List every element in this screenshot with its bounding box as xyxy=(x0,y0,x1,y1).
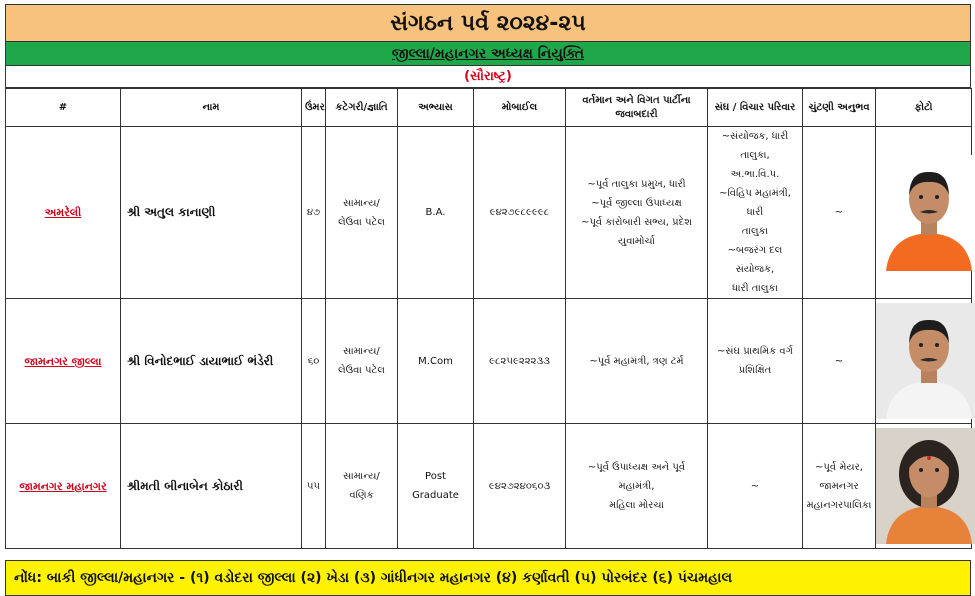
party-roles-cell xyxy=(566,424,708,549)
election-line: ~ xyxy=(834,207,844,218)
page-title: સંગઠન પર્વ ૨૦૨૪-૨૫ xyxy=(5,4,971,42)
column-header: નામ xyxy=(121,89,302,127)
party-roles-cell xyxy=(566,127,708,299)
footnote: નોંધ: બાકી જીલ્લા/મહાનગર - (૧) વડોદરા જીલ્લા (૨) ખેડા (૩) ગાંધીનગર મહાનગર (૪) કર્ણાવતી (૫) પોરબંદર (૬) પંચમહાલ xyxy=(5,560,971,596)
table-row xyxy=(6,299,972,424)
sangh-role-line: અ.ભા.વિ.પ. xyxy=(730,169,780,180)
category-cell xyxy=(326,299,398,424)
mobile-cell: ૯૪૨૭૨૪૦૬૦૩ xyxy=(474,424,566,549)
category-cell xyxy=(326,424,398,549)
election-line: ~પૂર્વ મેયર, xyxy=(815,461,863,473)
sangh-role-line: ~સંઘ પ્રાથમિક વર્ગ xyxy=(717,346,793,357)
education-cell: M.Com xyxy=(398,299,474,424)
column-header: વર્તમાન અને વિગત પાર્ટીના જવાબદારી xyxy=(566,89,708,127)
table-row xyxy=(6,424,972,549)
sangh-role-line: ~ xyxy=(750,480,760,492)
sangh-roles-cell xyxy=(708,424,803,549)
education-cell: Post Graduate xyxy=(398,424,474,549)
education-cell: B.A. xyxy=(398,127,474,299)
category-line: લેઉવા પટેલ xyxy=(338,216,385,228)
election-line: મહાનગરપાલિકા xyxy=(806,499,872,511)
column-header: અભ્યાસ xyxy=(398,89,474,127)
person-name: શ્રી વિનોદભાઈ ડાયાભાઈ ભંડેરી xyxy=(121,299,302,424)
category-line: લેઉવા પટેલ xyxy=(338,365,385,376)
party-role-line: ~પૂર્વ મહામંત્રી, ત્રણ ટર્મ xyxy=(589,355,684,367)
election-cell xyxy=(803,299,876,424)
category-line: સામાન્ય/ xyxy=(343,346,380,357)
column-header: મોબાઈલ xyxy=(474,89,566,127)
region-label: (સૌરાષ્ટ્ર) xyxy=(5,66,971,88)
mobile-cell: ૯૮૨૫૯૨૨૨૩૩ xyxy=(474,299,566,424)
category-line: સામાન્ય/ xyxy=(343,471,380,482)
party-roles-cell xyxy=(566,299,708,424)
party-role-line: ~પૂર્વ ઉપાધ્યક્ષ અને પૂર્વ મહામંત્રી, xyxy=(587,461,686,492)
sangh-role-line: પ્રશિક્ષિત xyxy=(738,365,772,376)
district-link[interactable]: જામનગર મહાનગર xyxy=(6,424,121,549)
woman-portrait-icon xyxy=(876,428,975,544)
district-link[interactable]: જામનગર જીલ્લા xyxy=(6,299,121,424)
party-role-line: ~પૂર્વ કારોબારી સભ્ય, પ્રદેશ xyxy=(581,216,692,228)
party-role-line: મહિલા મોરચા xyxy=(609,499,664,511)
column-header: ઉંમર xyxy=(302,89,326,127)
age-cell: ૪૭ xyxy=(302,127,326,299)
sangh-role-line: ધારી તાલુકા xyxy=(732,283,778,294)
age-cell: ૫૫ xyxy=(302,424,326,549)
age-cell: ૬૦ xyxy=(302,299,326,424)
appointments-table xyxy=(5,88,972,549)
election-cell xyxy=(803,127,876,299)
party-role-line: ~પૂર્વ જીલ્લા ઉપાધ્યક્ષ xyxy=(591,197,682,209)
party-role-line: ~પૂર્વ તાલુકા પ્રમુખ, ધારી xyxy=(587,178,686,190)
category-cell xyxy=(326,127,398,299)
category-line: વણિક xyxy=(349,490,374,501)
election-line: જામનગર xyxy=(819,480,859,492)
sangh-role-line: ~સંયોજક, ધારી તાલુકા, xyxy=(721,131,789,161)
party-role-line: યુવામોર્ચા xyxy=(618,235,655,247)
sangh-role-line: તાલુકા xyxy=(741,226,769,237)
sangh-role-line: ~વિહિપ મહામંત્રી, ધારી xyxy=(719,188,791,218)
sangh-roles-cell xyxy=(708,299,803,424)
sangh-roles-cell xyxy=(708,127,803,299)
election-line: ~ xyxy=(834,355,844,367)
district-link[interactable]: અમરેલી xyxy=(6,127,121,299)
category-line: સામાન્ય/ xyxy=(343,197,380,209)
column-header: # xyxy=(6,89,121,127)
mobile-cell: ૯૪૨૭૯૮૯૯૯૮ xyxy=(474,127,566,299)
photo-cell xyxy=(876,127,972,299)
man-portrait-icon xyxy=(876,155,975,271)
election-cell xyxy=(803,424,876,549)
photo-cell xyxy=(876,424,972,549)
man-portrait-icon xyxy=(876,303,975,419)
table-header-row xyxy=(6,89,972,127)
sangh-role-line: ~બજરંગ દલ સંયોજક, xyxy=(727,245,783,275)
photo-cell xyxy=(876,299,972,424)
page-subtitle: જીલ્લા/મહાનગર અધ્યક્ષ નિયુક્તિ xyxy=(5,42,971,66)
person-name: શ્રી અતુલ કાનાણી xyxy=(121,127,302,299)
column-header: ચુંટણી અનુભવ xyxy=(803,89,876,127)
column-header: ફોટો xyxy=(876,89,972,127)
person-name: શ્રીમતી બીનાબેન કોઠારી xyxy=(121,424,302,549)
document xyxy=(5,4,971,596)
table-row xyxy=(6,127,972,299)
column-header: કટેગરી/જ્ઞાતિ xyxy=(326,89,398,127)
column-header: સંઘ / વિચાર પરિવાર xyxy=(708,89,803,127)
